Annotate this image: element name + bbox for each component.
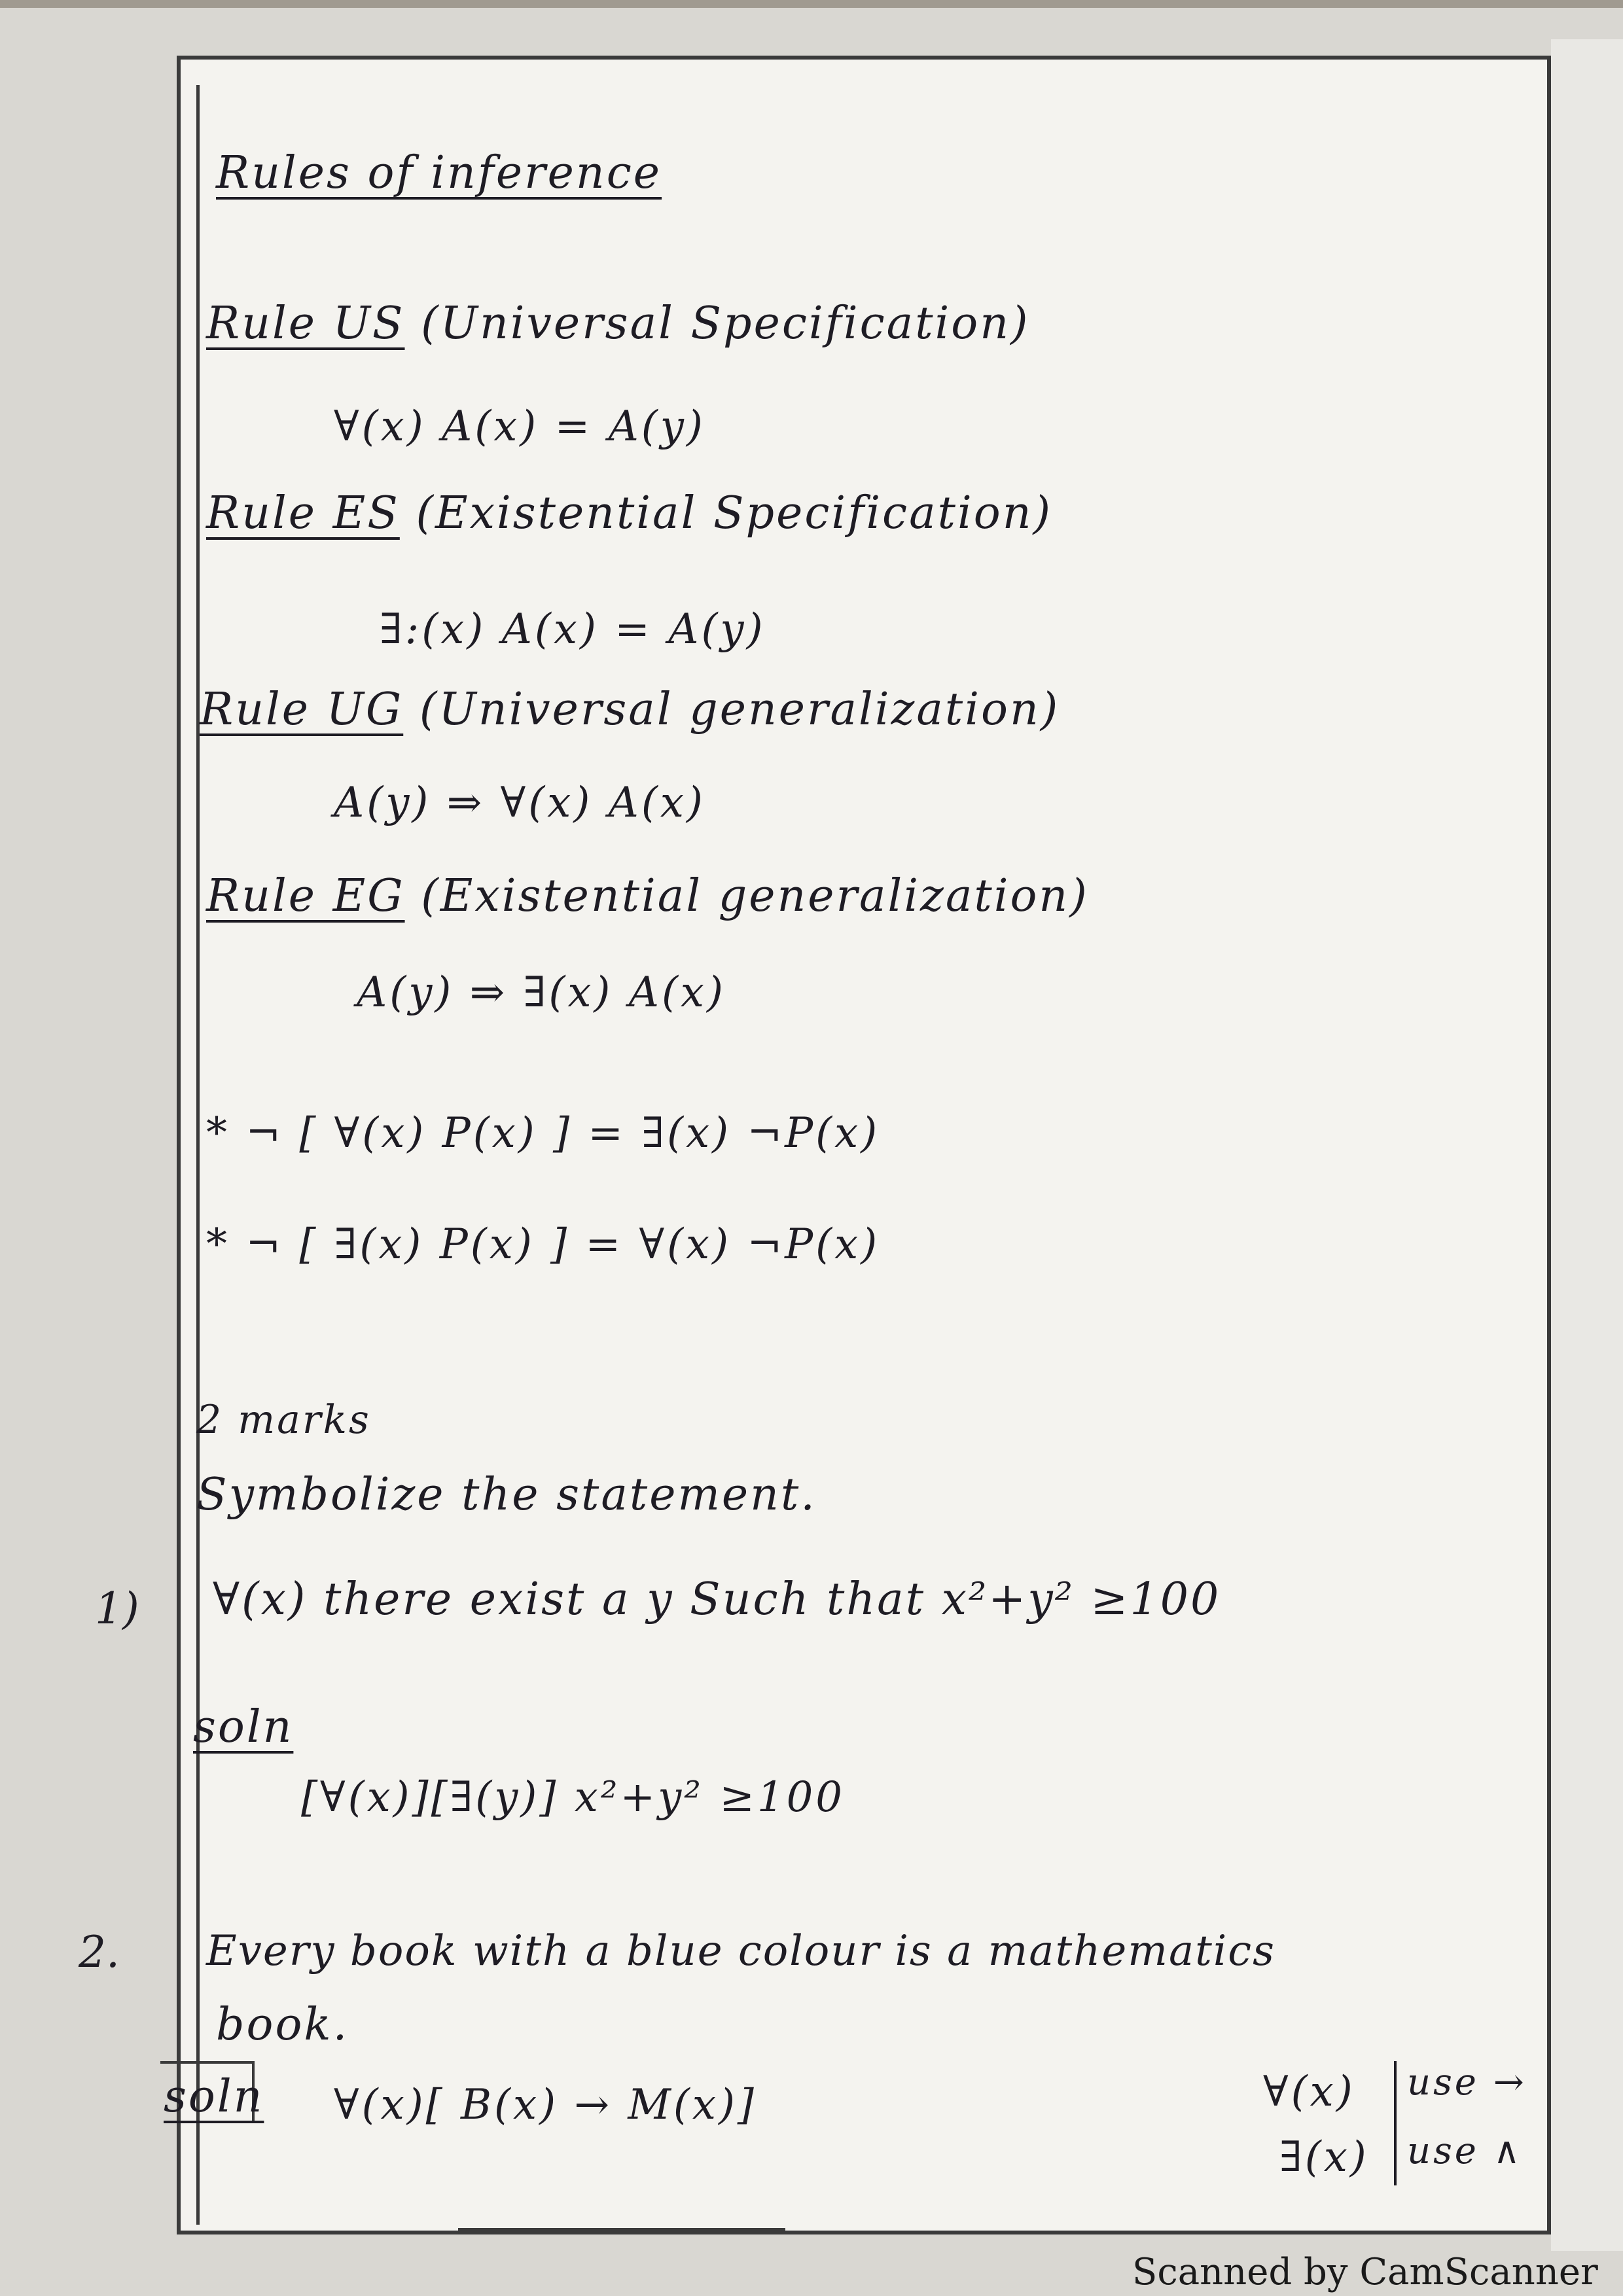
note-forall: ∀(x) (1263, 2068, 1355, 2116)
rule-us-formula: ∀(x) A(x) = A(y) (334, 402, 705, 451)
rule-es (206, 487, 1052, 539)
q1-text: ∀(x) there exist a y Such that x²+y² ≥100 (213, 1574, 1221, 1625)
instruction: Symbolize the statement. (196, 1469, 817, 1521)
q2-text-line1: Every book with a blue colour is a mathematics (206, 1927, 1275, 1975)
rule-es-name: Rule ES (206, 487, 400, 539)
negation-universal: * ¬ [ ∀(x) P(x) ] = ∃(x) ¬P(x) (206, 1109, 880, 1157)
note-use-implies: use → (1407, 2061, 1527, 2104)
q2-text-line2: book. (216, 1999, 349, 2051)
note-use-and: use ∧ (1407, 2130, 1523, 2172)
rule-eg (206, 870, 1089, 922)
page-title: Rules of inference (216, 147, 662, 199)
q2-number: 2. (79, 1927, 120, 1977)
q1-soln-label: soln (193, 1701, 294, 1753)
note-exists: ∃(x) (1279, 2133, 1369, 2181)
rule-es-formula: ∃:(x) A(x) = A(y) (380, 605, 766, 654)
rule-eg-formula: A(y) ⇒ ∃(x) A(x) (357, 968, 726, 1017)
rule-eg-name: Rule EG (206, 870, 405, 922)
margin-line (196, 85, 200, 2225)
rule-ug-formula: A(y) ⇒ ∀(x) A(x) (334, 779, 705, 827)
marks-label: 2 marks (196, 1397, 371, 1443)
scanner-watermark: Scanned by CamScanner (1132, 2251, 1598, 2293)
q2-soln-label: soln (164, 2071, 264, 2123)
rule-us (206, 298, 1030, 349)
q1-answer: [∀(x)][∃(y)] x²+y² ≥100 (301, 1773, 845, 1822)
q1-number: 1) (95, 1583, 139, 1634)
rule-ug-desc: (Universal generalization) (419, 684, 1060, 735)
bottom-rule-line (458, 2228, 785, 2231)
rule-ug-name: Rule UG (200, 684, 404, 735)
rule-us-desc: (Universal Specification) (421, 298, 1030, 349)
negation-existential: * ¬ [ ∃(x) P(x) ] = ∀(x) ¬P(x) (206, 1220, 880, 1269)
note-divider (1394, 2061, 1397, 2185)
rule-es-desc: (Existential Specification) (416, 487, 1053, 539)
rule-eg-desc: (Existential generalization) (421, 870, 1089, 922)
rule-ug (200, 684, 1060, 735)
page-right-edge (1551, 39, 1623, 2251)
scan-top-edge (0, 0, 1623, 8)
q2-answer: ∀(x)[ B(x) → M(x)] (334, 2081, 757, 2129)
rule-us-name: Rule US (206, 298, 405, 349)
